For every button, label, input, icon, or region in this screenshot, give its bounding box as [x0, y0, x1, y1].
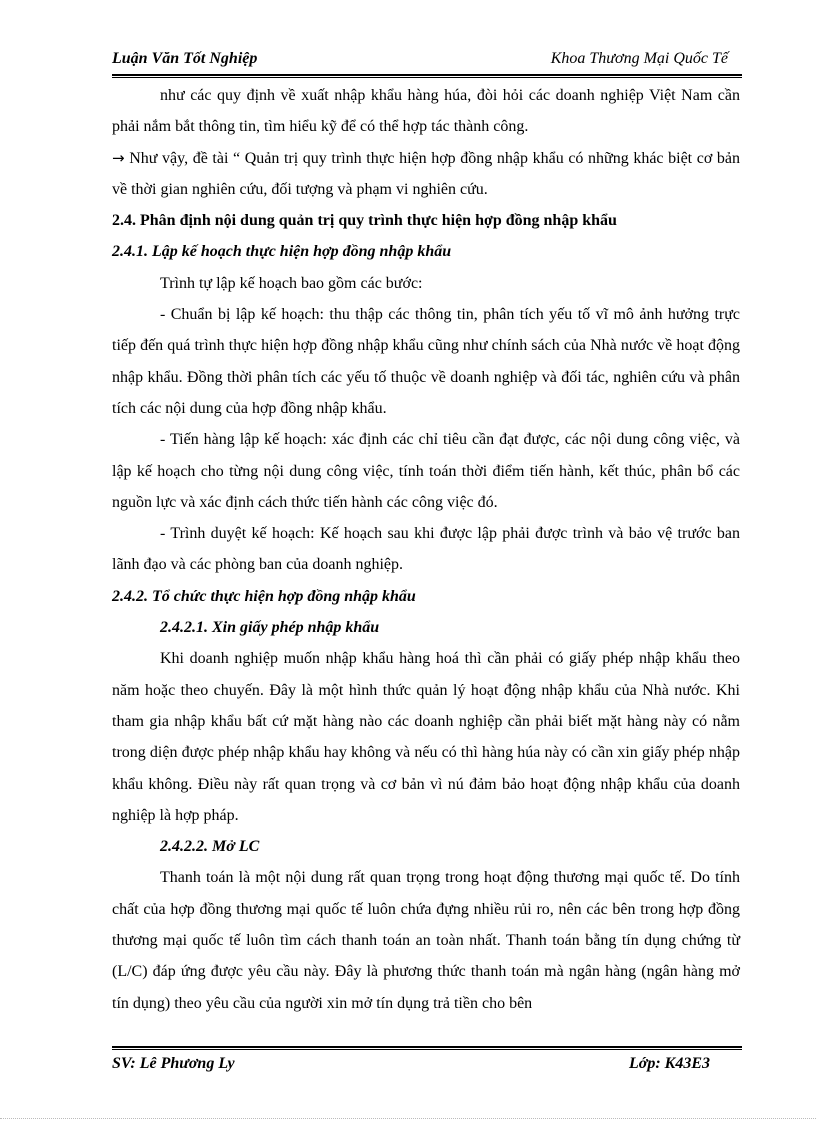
header-faculty-name: Khoa Thương Mại Quốc Tế	[550, 50, 728, 67]
paragraph-1: như các quy định về xuất nhập khẩu hàng húa, đòi hỏi các doanh nghiệp Việt Nam cần phải nắm bắt thông tin, tìm hiểu kỹ để có thể hợp tác thành công.	[112, 87, 740, 136]
header-rule-thick	[112, 74, 742, 76]
footer-rule-thin	[112, 1049, 742, 1050]
paragraph-5: - Tiến hàng lập kế hoạch: xác định các chỉ tiêu cần đạt được, các nội dung công việc, và lập kế hoạch cho từng nội dung công việc, tính toán thời điểm tiến hành, kết thúc, phân bổ các nguồn lực và xác định cách thức tiến hành các công việc đó.	[112, 431, 740, 511]
footer-student-name: SV: Lê Phương Ly	[112, 1055, 235, 1072]
paragraph-8: Thanh toán là một nội dung rất quan trọng trong hoạt động thương mại quốc tế. Do tính chất của hợp đồng thương mại quốc tế luôn chứa đựng nhiều rủi ro, nên các bên trong hợp đồng thương mại quốc tế luôn tìm cách thanh toán an toàn nhất. Thanh toán bằng tín dụng chứng từ (L/C) đáp ứng được yêu cầu này. Đây là phương thức thanh toán mà ngân hàng (ngân hàng mở tín dụng) theo yêu cầu của người xin mở tín dụng trả tiền cho bên	[112, 869, 740, 1012]
page-footer	[112, 1055, 740, 1079]
heading-2-4-2: 2.4.2. Tổ chức thực hiện hợp đồng nhập khẩu	[112, 587, 416, 605]
paragraph-2-text: Như vậy, đề tài “ Quản trị quy trình thực hiện hợp đồng nhập khẩu có những khác biệt cơ bản về thời gian nghiên cứu, đối tượng và phạm vi nghiên cứu.	[112, 149, 741, 198]
heading-2-4-2-2: 2.4.2.2. Mở LC	[160, 838, 260, 856]
arrow-right-icon: →	[112, 148, 125, 167]
page-bottom-dotted-border	[0, 1118, 816, 1119]
paragraph-6: - Trình duyệt kế hoạch: Kế hoạch sau khi được lập phải được trình và bảo vệ trước ban lãnh đạo và các phòng ban của doanh nghiệp.	[112, 525, 740, 574]
paragraph-2	[112, 143, 740, 206]
heading-2-4-1: 2.4.1. Lập kế hoạch thực hiện hợp đồng nhập khẩu	[112, 243, 452, 261]
paragraph-3: Trình tự lập kế hoạch bao gồm các bước:	[160, 274, 423, 292]
page-body	[112, 80, 740, 1019]
header-rule-thin	[112, 77, 742, 78]
paragraph-7: Khi doanh nghiệp muốn nhập khẩu hàng hoá thì cần phải có giấy phép nhập khẩu theo năm hoặc theo chuyến. Đây là một hình thức quản lý hoạt động nhập khẩu của Nhà nước. Khi tham gia nhập khẩu bất cứ mặt hàng nào các doanh nghiệp cần phải biết mặt hàng này có nằm trong diện được phép nhập khẩu hay không và nếu có thì hàng húa này có cần xin giấy phép nhập khẩu không. Điều này rất quan trọng và cơ bản vì nú đảm bảo hoạt động nhập khẩu của doanh nghiệp là hợp pháp.	[112, 650, 740, 824]
page-header	[112, 50, 740, 76]
header-thesis-title: Luận Văn Tốt Nghiệp	[112, 50, 258, 67]
heading-2-4-2-1: 2.4.2.1. Xin giấy phép nhập khẩu	[160, 619, 380, 637]
footer-rule-thick	[112, 1046, 742, 1048]
footer-class-code: Lớp: K43E3	[628, 1055, 710, 1072]
paragraph-4: - Chuẩn bị lập kế hoạch: thu thập các thông tin, phân tích yếu tố vĩ mô ảnh hưởng trực tiếp đến quá trình thực hiện hợp đồng nhập khẩu cũng như chính sách của Nhà nước về hoạt động nhập khẩu. Đồng thời phân tích các yếu tố thuộc về doanh nghiệp và đối tác, nghiên cứu và phân tích các nội dung của hợp đồng nhập khẩu.	[112, 306, 740, 417]
heading-2-4: 2.4. Phân định nội dung quản trị quy trình thực hiện hợp đồng nhập khẩu	[112, 212, 617, 230]
